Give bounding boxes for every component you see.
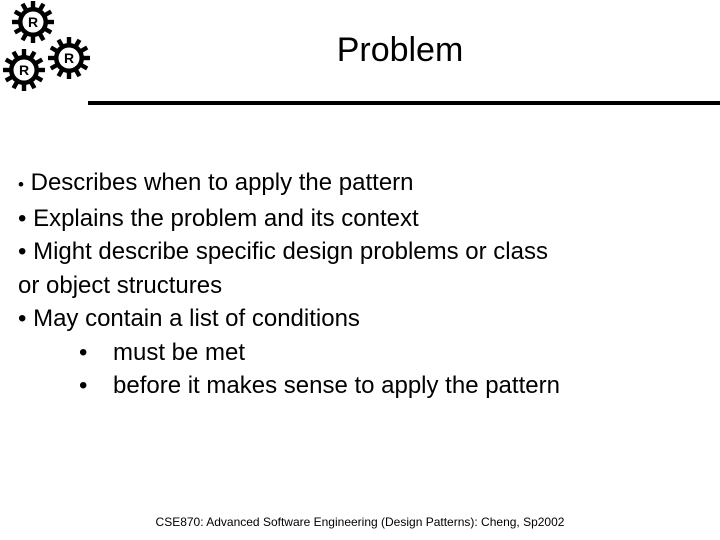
gear-right — [48, 37, 90, 79]
footer-text: CSE870: Advanced Software Engineering (Design Patterns): Cheng, Sp2002 — [155, 515, 565, 529]
sub-bullet-text: before it makes sense to apply the pattern — [113, 372, 560, 399]
bullet-text: Describes when to apply the pattern — [30, 169, 414, 196]
slide-title: Problem — [336, 31, 464, 69]
bullet-text: Explains the problem and its context — [33, 204, 419, 232]
bullet-marker: • — [18, 175, 24, 194]
bullet-item — [18, 235, 708, 269]
gear-letter-bottom-left: R — [18, 62, 30, 78]
bullet-text: Might describe specific design problems or class — [33, 238, 548, 265]
slide-footer — [0, 515, 720, 529]
gear-letter-top: R — [27, 14, 39, 30]
sub-bullet-marker: • — [79, 338, 88, 366]
sub-bullet-text: must be met — [113, 338, 246, 366]
bullet-marker: • — [18, 305, 27, 332]
bullet-marker: • — [18, 204, 27, 232]
sub-bullet-item — [18, 369, 708, 403]
sub-bullet-item — [18, 336, 708, 370]
bullet-item — [18, 302, 708, 336]
bullet-item — [18, 166, 708, 202]
title-divider — [88, 101, 720, 105]
bullet-item — [18, 202, 708, 236]
bullet-marker: • — [18, 238, 27, 265]
bullet-text: May contain a list of conditions — [33, 305, 360, 332]
sub-bullet-marker: • — [79, 372, 88, 399]
gear-top — [12, 1, 54, 43]
gear-logo-icon — [0, 0, 100, 100]
slide-body — [18, 166, 708, 403]
gear-bottom-left — [3, 49, 45, 91]
bullet-continuation: or object structures — [18, 271, 223, 299]
gear-letter-right: R — [63, 50, 75, 66]
